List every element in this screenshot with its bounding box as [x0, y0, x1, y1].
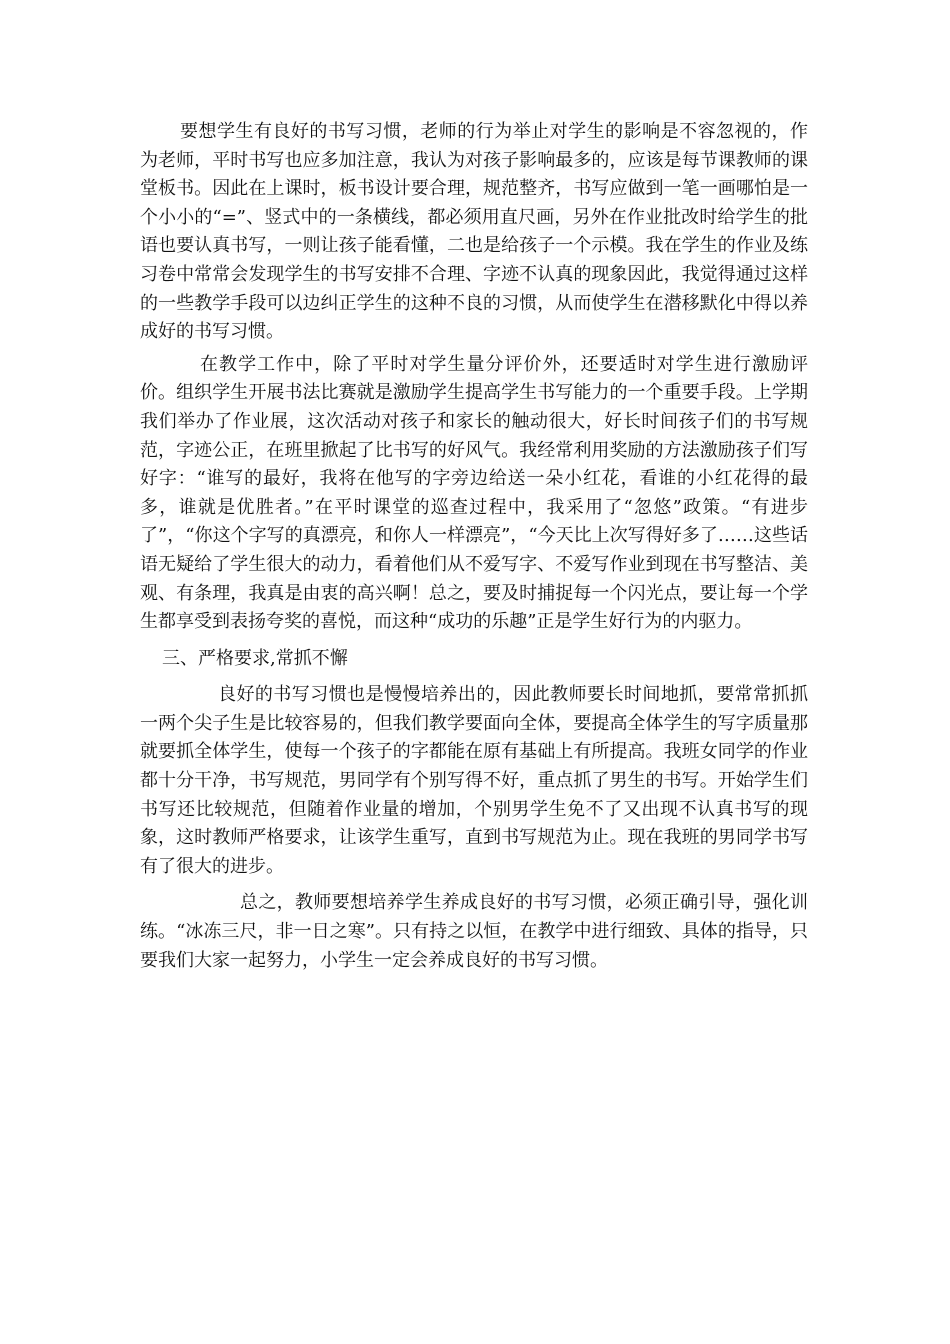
section-heading-strict-requirements: 三、严格要求,常抓不懈: [162, 647, 348, 669]
paragraph-encouragement: 在教学工作中，除了平时对学生量分评价外，还要适时对学生进行激励评价。组织学生开展书法比赛就是激励学生提高学生书写能力的一个重要手段。上学期我们举办了作业展，这次活动对孩子和家长的触动很大，好长时间孩子们的书写规范，字迹公正，在班里掀起了比书写的好风气。我经常利用奖励的方法激励孩子们写好字：“谁写的最好，我将在他写的字旁边给送一朵小红花，看谁的小红花得的最多，谁就是优胜者。”在平时课堂的巡查过程中，我采用了“忽悠”政策。“有进步了”，“你这个字写的真漂亮，和你人一样漂亮”，“今天比上次写得好多了……这些话语无疑给了学生很大的动力，看着他们从不爱写字、不爱写作业到现在书写整洁、美观、有条理，我真是由衷的高兴啊！总之，要及时捕捉每一个闪光点，要让每一个学生都享受到表扬夸奖的喜悦，而这种“成功的乐趣”正是学生好行为的内驱力。: [140, 353, 808, 633]
paragraph-persistent-practice: 良好的书写习惯也是慢慢培养出的，因此教师要长时间地抓，要常常抓抓一两个尖子生是比较容易的，但我们教学要面向全体，要提高全体学生的写字质量那就要抓全体学生，使每一个孩子的字都能在原有基础上有所提高。我班女同学的作业都十分干净，书写规范，男同学有个别写得不好，重点抓了男生的书写。开始学生们书写还比较规范，但随着作业量的增加，个别男学生免不了又出现不认真书写的现象，这时教师严格要求，让该学生重写，直到书写规范为止。现在我班的男同学书写有了很大的进步。: [140, 684, 808, 877]
document-body: [140, 118, 808, 975]
paragraph-conclusion: 总之，教师要想培养学生养成良好的书写习惯，必须正确引导，强化训练。“冰冻三尺，非一日之寒”。只有持之以恒，在教学中进行细致、具体的指导，只要我们大家一起努力，小学生一定会养成良好的书写习惯。: [140, 892, 808, 971]
paragraph-teacher-example: 要想学生有良好的书写习惯，老师的行为举止对学生的影响是不容忽视的，作为老师，平时书写也应多加注意，我认为对孩子影响最多的，应该是每节课教师的课堂板书。因此在上课时，板书设计要合理，规范整齐，书写应做到一笔一画哪怕是一个小小的“=”、竖式中的一条横线，都必须用直尺画，另外在作业批改时给学生的批语也要认真书写，一则让孩子能看懂，二也是给孩子一个示模。我在学生的作业及练习卷中常常会发现学生的书写安排不合理、字迹不认真的现象因此，我觉得通过这样的一些教学手段可以边纠正学生的这种不良的习惯，从而使学生在潜移默化中得以养成好的书写习惯。: [140, 121, 808, 343]
